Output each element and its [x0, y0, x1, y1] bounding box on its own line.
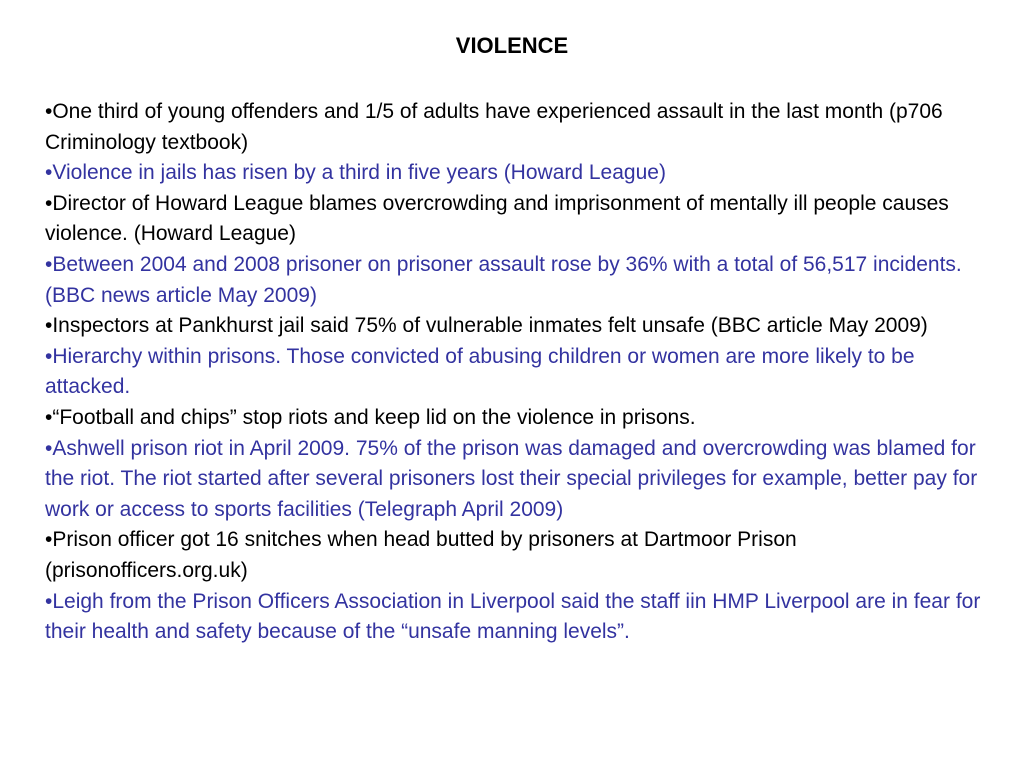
- slide-title: VIOLENCE: [455, 33, 569, 58]
- bullet-item: •Between 2004 and 2008 prisoner on prisoner assault rose by 36% with a total of 56,517 incidents. (BBC news article May 2009): [45, 252, 962, 307]
- bullet-item: •Hierarchy within prisons. Those convicted of abusing children or women are more likely to be attacked.: [45, 344, 915, 399]
- bullet-item: •One third of young offenders and 1/5 of adults have experienced assault in the last month (p706 Criminology textbook): [45, 100, 943, 154]
- bullet-item: •Violence in jails has risen by a third in five years (Howard League): [45, 161, 666, 185]
- bullet-item: •Leigh from the Prison Officers Association in Liverpool said the staff iin HMP Liverpool are in fear for their health and safety because of the “unsafe manning levels”.: [45, 589, 981, 644]
- bullet-item: •Inspectors at Pankhurst jail said 75% of vulnerable inmates felt unsafe (BBC article May 2009): [45, 314, 928, 338]
- bullet-item: •Prison officer got 16 snitches when head butted by prisoners at Dartmoor Prison (prisonofficers.org.uk): [45, 528, 797, 582]
- bullet-item: •“Football and chips” stop riots and keep lid on the violence in prisons.: [45, 405, 696, 429]
- bullet-item: •Ashwell prison riot in April 2009. 75% of the prison was damaged and overcrowding was blamed for the riot. The riot started after several prisoners lost their special privileges for example, better pay for work or access to sports facilities (Telegraph April 2009): [45, 436, 978, 521]
- bullet-item: •Director of Howard League blames overcrowding and imprisonment of mentally ill people causes violence. (Howard League): [45, 191, 949, 246]
- bullet-list: [45, 97, 1005, 648]
